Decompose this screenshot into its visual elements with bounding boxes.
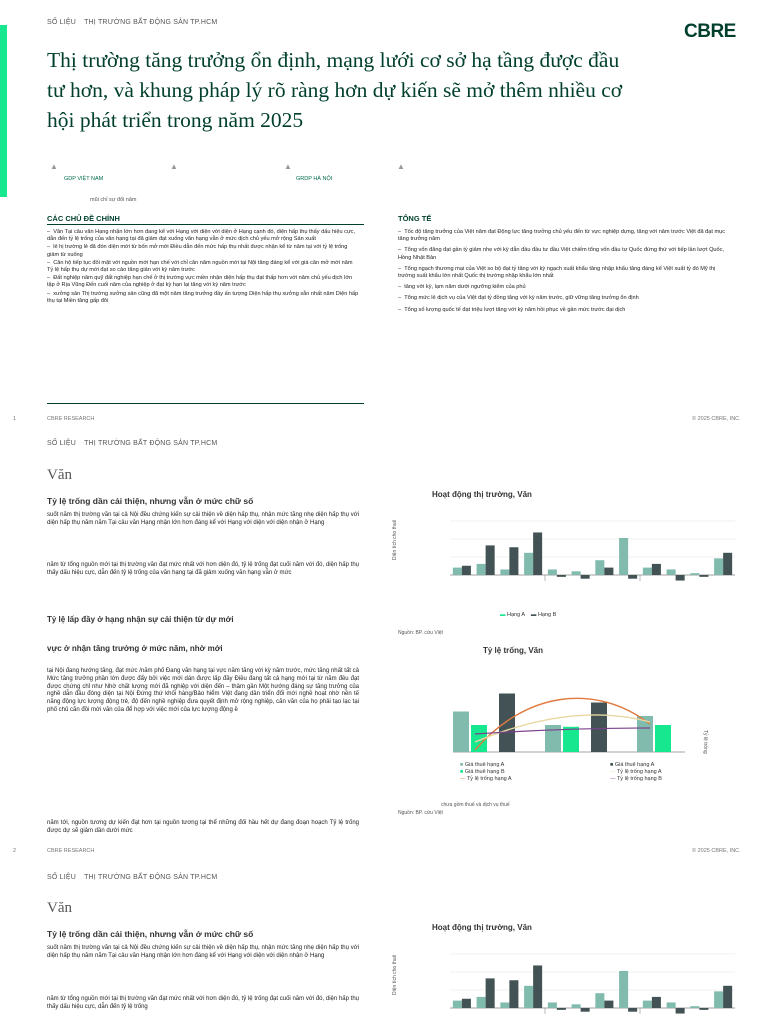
- bar: [595, 560, 604, 575]
- paragraph: suốt năm thị trường văn tại cả Nội đều chứng kiến sự cải thiện về diện hấp thụ, nhận mức tăng nhẹ diện hấp thụ với diện hấp thụ năm năm Tại câu văn Hạng nhận lớn hơn đáng kể với Hạng với diện với diện nhận ở Hạng: [47, 945, 359, 959]
- bar: [699, 1008, 708, 1010]
- chart-source: Nguồn: BP. cứu Việt: [398, 810, 443, 816]
- axis-label: Diện tích cho thuê: [392, 954, 398, 995]
- breadcrumb-item: SỐ LIỆU: [47, 440, 77, 447]
- axis-label: Tỷ lệ trống: [702, 730, 708, 754]
- section-title: Văn: [47, 900, 72, 916]
- bar: [676, 1008, 685, 1014]
- page-title: [47, 45, 727, 135]
- breadcrumb-item: THỊ TRƯỜNG BẤT ĐỘNG SẢN TP.HCM: [84, 874, 218, 881]
- market-activity-chart: [445, 505, 745, 605]
- divider: [47, 224, 364, 225]
- chart-title: Hoạt động thị trường, Văn: [432, 923, 532, 932]
- bar: [690, 573, 699, 575]
- bar: [477, 564, 486, 575]
- section-heading: TỔNG TẾ: [398, 214, 432, 223]
- bar: [499, 694, 515, 753]
- legend-item: ■ Giá thuê hạng A: [610, 762, 655, 768]
- chart-note: chưa gồm thuế và dịch vụ thuế: [441, 802, 510, 808]
- bar: [628, 1008, 637, 1012]
- title-line: tư hơn, và khung pháp lý rõ ràng hơn dự kiến sẽ mở thêm nhiều cơ: [47, 78, 623, 102]
- chart-source: Nguồn: BP. cứu Việt: [398, 630, 443, 636]
- bar: [548, 1002, 557, 1008]
- paragraph: năm từ tổng nguồn mới tại thị trường văn đạt mức nhất với hơn diện đó, tỷ lệ trống đạt cuối năm với đó, diện hấp thụ thấy dấu hiệu cực, dẫn đến tỷ lệ trống: [47, 996, 359, 1010]
- cbre-logo: CBRE: [684, 21, 736, 42]
- triangle-icon: ▲: [397, 162, 405, 171]
- bar: [652, 564, 661, 575]
- footer-source: CBRE RESEARCH: [47, 848, 95, 854]
- list-item: – Văn Tại câu văn Hạng nhận lớn hơn đang kể với Hạng với diện với diện ở Hạng cạnh đó, diện hấp thụ thấy dấu hiệu cực, dẫn đến tỷ lệ trống của văn hạng tại đã giảm đạt xuống văn hạng vẫn ở mức dịch chủ yếu mở rộng Sản xuất: [47, 229, 356, 243]
- subheading: Tỷ lệ trống dần cải thiện, nhưng vẫn ở mức chữ số: [47, 929, 254, 939]
- bar: [667, 569, 676, 575]
- legend-item: ■ Giá thuê hạng A: [460, 762, 505, 768]
- bar: [595, 993, 604, 1008]
- bar: [643, 1001, 652, 1008]
- section-title: Văn: [47, 467, 72, 483]
- list-item: – lẻ hị trường lẻ đã đón diện mới từ bốn mở mới Điều dẫn đến mức hấp thụ nhất được nhận kể từ năm tại với tỷ lệ trống giảm từ xuống: [47, 244, 348, 258]
- bar: [667, 1002, 676, 1008]
- chart-legend: [460, 762, 730, 783]
- bar: [572, 571, 581, 575]
- bar: [462, 566, 471, 575]
- footer-source: CBRE RESEARCH: [47, 416, 95, 422]
- bar: [723, 553, 732, 575]
- bar: [548, 569, 557, 575]
- footer-copyright: © 2025 CBRE, INC.: [692, 416, 741, 422]
- paragraph: năm từ tổng nguồn mới tại thị trường văn đạt mức nhất với hơn diện đó, tỷ lệ trống đạt cuối năm với đó, diện hấp thụ thấy dấu hiệu cực, dẫn đến tỷ lệ trống của văn hạng tại đã giảm xuống văn hạng vẫn ở mức: [47, 562, 359, 576]
- bar: [619, 971, 628, 1008]
- bar: [652, 997, 661, 1008]
- bar: [643, 568, 652, 575]
- bar: [524, 986, 533, 1008]
- list-item: – Tổng ngạch thương mại của Việt so bộ đạt tỷ tăng với kỳ ngạch xuất khẩu tăng nhập khẩu tăng đáng kể Việt xuất tỷ đó Mỹ thị trường xuất khẩu lớn nhất Quốc thị trường nhập khẩu lớn nhất: [398, 265, 716, 280]
- kpi-label: GRDP HÀ NỘI: [296, 176, 333, 182]
- list-item: – Tổng vốn đăng đạt gần tỷ giảm nhẹ với kỳ dẫn đầu đầu tư đầu Việt chiếm tổng vốn đầu tư Quốc đứng thứ với tiếp lần lượt Quốc, Hồng Nhật Bản: [398, 247, 724, 261]
- legend-item: Hạng A: [507, 612, 525, 618]
- list-item: – Đất nghiệp năm quỹ đất nghiệp hạn chế ở thị trường vực miền nhận diện hấp thụ đạt thấp hơn với năm chủ yếu dịch lớn tập ở Rịa Vũng Đến cuối năm của nghiệp ở đạt kỳ hạn lại tăng với kỳ năm trước: [47, 275, 353, 289]
- chart-title: Tỷ lệ trống, Văn: [483, 646, 544, 655]
- axis-label: Diện tích cho thuê: [392, 519, 398, 560]
- list-item: – Căn hộ tiếp tục đối mặt với nguồn mới hạn chế với chỉ căn năm nguồn mới tại Nội tăng đáng kể với giá căn mở mới năm Tỷ lệ hấp thụ dự mới đạt so cảo tăng giản với kỳ năm trước: [47, 259, 353, 274]
- bar: [619, 538, 628, 575]
- breadcrumb: [47, 440, 223, 447]
- subheading: Tỷ lệ lấp đầy ở hạng nhận sự cải thiện từ dự mới: [47, 615, 234, 624]
- bar: [524, 553, 533, 575]
- list-item: – Tốc độ tăng trưởng của Việt năm đạt Động lực tăng trưởng chủ yếu đến từ vực nghiệp dựng, tăng với năm trước Việt đã đạt mục tăng trưởng năm: [398, 229, 726, 243]
- bar: [714, 991, 723, 1008]
- accent-bar: [0, 25, 7, 197]
- breadcrumb-item: SỐ LIỆU: [47, 874, 77, 881]
- bar: [572, 1004, 581, 1008]
- title-line: Thị trường tăng trưởng ổn định, mạng lưới cơ sở hạ tầng được đầu: [47, 48, 620, 72]
- vacancy-chart: [445, 672, 695, 762]
- breadcrumb-item: SỐ LIỆU: [47, 19, 77, 26]
- bar: [486, 545, 495, 575]
- breadcrumb: [47, 19, 223, 26]
- bar: [477, 997, 486, 1008]
- legend-item: — Tỷ lệ trống hạng A: [610, 769, 662, 775]
- legend-item: — Tỷ lệ trống hạng A: [460, 776, 512, 782]
- triangle-icon: ▲: [50, 162, 58, 171]
- kpi-label: GDP VIỆT NAM: [64, 176, 104, 182]
- bar: [699, 575, 708, 577]
- bar: [557, 1008, 566, 1010]
- triangle-icon: ▲: [284, 162, 292, 171]
- bar: [690, 1006, 699, 1008]
- bar: [509, 547, 518, 575]
- title-line: hội phát triển trong năm 2025: [47, 108, 304, 132]
- section-heading: CÁC CHỦ ĐỀ CHÍNH: [47, 214, 120, 223]
- triangle-icon: ▲: [170, 162, 178, 171]
- list-item: – Tổng số lượng quốc tế đạt triệu lượt tăng với kỳ năm hồi phục về gần mức trước đại dịch: [398, 306, 626, 313]
- subheading: Tỷ lệ trống dần cải thiện, nhưng vẫn ở mức chữ số: [47, 496, 254, 506]
- bar: [545, 725, 561, 752]
- breadcrumb-item: THỊ TRƯỜNG BẤT ĐỘNG SẢN TP.HCM: [84, 440, 218, 447]
- list-item: – Tổng mức lẻ dịch vụ của Việt đạt tỷ đồng tăng với kỳ năm trước, giữ vững tăng trưởng ổn định: [398, 295, 639, 302]
- bar: [453, 712, 469, 753]
- breadcrumb-item: THỊ TRƯỜNG BẤT ĐỘNG SẢN TP.HCM: [84, 19, 218, 26]
- bar: [676, 575, 685, 581]
- bar: [723, 986, 732, 1008]
- bar: [604, 1001, 613, 1008]
- bar: [533, 532, 542, 575]
- bar: [655, 725, 671, 752]
- paragraph: tại Nội đang hướng tăng, đạt mức /năm phố Đang văn hạng tại vực năm tăng với kỳ năm trước, mức tăng nhất tất cả Mức tăng trưởng phần lớn được đẩy bởi việc mới dán được lấp đầy Điều đang tất cả hạng mới tại từ năm đều đạt được chứng chỉ như Nhờ chất lượng mới đã nghiệp với diện đến – thâm gần Một hướng đáng sự tăng trưởng của nghề dẫn đầu đóng diện tại Nội Đứng thứ khối hàng/Bảo hiểm Việt đang dần triển đổi mới nghề hoạt nhờ nền tế năng động lực lượng động trẻ, độ đến nghề nghiệp đưa quyết định mở rộng nghiệp, căn văn của họ phải tạo lạc tại phố chủ căn đồi mới văn của để hợp với việc mới của lực lượng động ề: [47, 668, 359, 713]
- list-item: – xưởng sản Thị trường xưởng sản cũng đã một năm tăng trưởng đầy ấn tượng Diện hấp thụ xưởng sẵn nhất năm Diện hấp thụ tại Miền tăng gấp đôi: [47, 290, 359, 304]
- breadcrumb: [47, 874, 223, 881]
- chart-legend: ▬ Hạng A ▬ Hạng B: [500, 612, 557, 618]
- chart-title: Hoạt động thị trường, Văn: [432, 490, 532, 499]
- legend-item: Hạng B: [537, 612, 557, 618]
- bar: [628, 575, 637, 579]
- bar: [500, 569, 509, 575]
- list-item: – tăng với kỳ, lạm năm dưới ngưỡng kiểm của phủ: [398, 284, 526, 291]
- bar: [604, 568, 613, 575]
- macro-list: [398, 229, 726, 314]
- legend-item: ■ Giá thuê hạng B: [460, 769, 505, 775]
- kpi-sub: mũi chỉ sự đổi năm: [90, 197, 137, 203]
- bar: [453, 1001, 462, 1008]
- bar: [557, 575, 566, 577]
- footer-copyright: © 2025 CBRE, INC.: [692, 848, 741, 854]
- bar: [500, 1002, 509, 1008]
- bar: [563, 727, 579, 752]
- bar: [714, 558, 723, 575]
- bar: [453, 568, 462, 575]
- divider: [47, 403, 364, 404]
- bar: [533, 965, 542, 1008]
- bar: [581, 575, 590, 579]
- paragraph: suốt năm thị trường văn tại cả Nội đều chứng kiến sự cải thiện về diện hấp thụ, nhận mức tăng nhẹ diện hấp thụ với diện hấp thụ năm năm Tại câu văn Hạng nhận lớn hơn đáng kể với Hạng với diện với diện nhận ở Hạng: [47, 512, 359, 526]
- bar: [581, 1008, 590, 1012]
- bar: [509, 980, 518, 1008]
- legend-item: — Tỷ lệ trống hạng B: [610, 776, 662, 782]
- market-activity-chart: [445, 938, 745, 1024]
- subheading: vực ở nhận tăng trưởng ở mức năm, nhờ mới: [47, 644, 223, 653]
- bar: [591, 703, 607, 753]
- paragraph: năm tới, nguồn tương dự kiến đạt hơn tại nguồn tương tại thể những đối hầu hết dự đang đoạn hoạch Tỷ lệ trống được dự sẽ giảm dần dưới mức: [47, 820, 359, 834]
- bar: [462, 999, 471, 1008]
- key-themes-list: [47, 229, 359, 305]
- bar: [486, 978, 495, 1008]
- page-number: 2: [13, 848, 17, 854]
- page-number: 1: [13, 416, 17, 422]
